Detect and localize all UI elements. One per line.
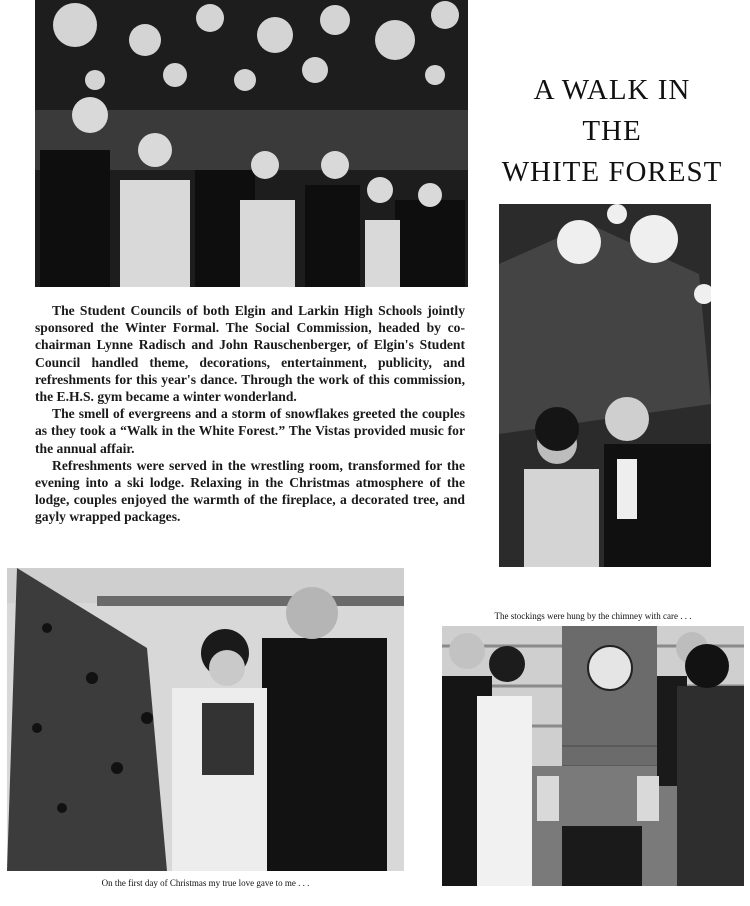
photo-tree-couple xyxy=(499,204,711,567)
photo-gift-exchange xyxy=(7,568,404,871)
article-body xyxy=(35,302,465,526)
article-paragraph-3: Refreshments were served in the wrestling room, transformed for the evening into a ski lodge. Relaxing in the Christmas atmosphere of the lodge, couples enjoyed the warmth of the fireplace, a decorated tree, and gayly wrapped packages. xyxy=(35,457,465,525)
page-title xyxy=(478,70,746,193)
article-paragraph-2: The smell of evergreens and a storm of snowflakes greeted the couples as they took a “Walk in the White Forest.” The Vistas provided music for the annual affair. xyxy=(35,406,465,456)
photo-fireplace-stockings xyxy=(442,626,744,886)
photo-dance-line xyxy=(35,0,468,287)
title-line-2: THE xyxy=(582,115,642,147)
title-line-3: WHITE FOREST xyxy=(501,156,723,188)
caption-stockings: The stockings were hung by the chimney with care . . . xyxy=(494,611,692,621)
caption-christmas: On the first day of Christmas my true love gave to me . . . xyxy=(101,878,310,888)
title-line-1: A WALK IN xyxy=(533,74,691,106)
article-paragraph-1: The Student Councils of both Elgin and Larkin High Schools jointly sponsored the Winter Formal. The Social Commission, headed by co-chairman Lynne Radisch and John Rauschenberger, of Elgin's Student Council handled theme, decorations, entertainment, publicity, and refreshments for this year's dance. Through the work of this commission, the E.H.S. gym became a winter wonderland. xyxy=(35,303,465,405)
